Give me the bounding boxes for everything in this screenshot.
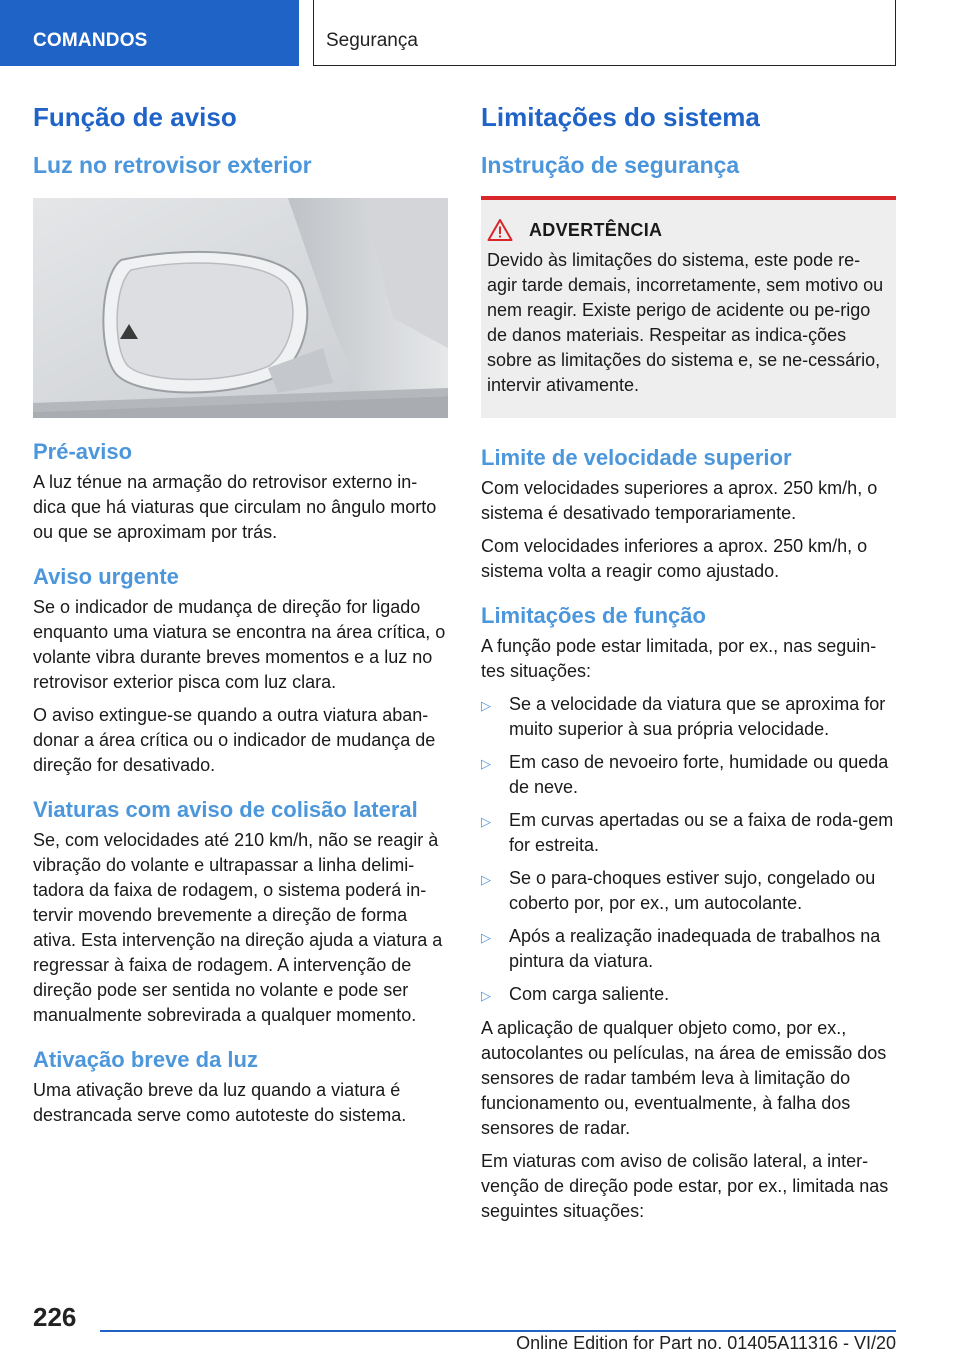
chapter-title: Segurança — [313, 0, 896, 66]
edition-note: Online Edition for Part no. 01405A11316 - VI/20 — [516, 1333, 896, 1353]
triangle-bullet-icon: ▷ — [481, 988, 491, 1003]
mirror-warning-light-illustration — [33, 198, 448, 418]
aviso-urgente-text-2: O aviso extingue-se quando a outra viatura aban-donar a área crítica ou o indicador de mudança de direção for desativado. — [33, 705, 436, 775]
list-item: ▷ Após a realização inadequada de trabalhos na pintura da viatura. — [481, 924, 896, 974]
warning-title: ADVERTÊNCIA — [529, 219, 663, 240]
left-column — [33, 100, 448, 1136]
warning-triangle-icon — [487, 218, 513, 242]
warning-box — [481, 200, 896, 418]
section-title: Função de aviso — [33, 102, 237, 132]
triangle-bullet-icon: ▷ — [481, 814, 491, 829]
section-tab: COMANDOS — [0, 0, 299, 66]
footer-divider — [100, 1330, 896, 1332]
limitacoes-subtitle: Instrução de segurança — [481, 152, 740, 178]
limitacoes-funcao-intro: A função pode estar limitada, por ex., nas seguin-tes situações: — [481, 636, 877, 681]
list-item: ▷ Se a velocidade da viatura que se aproxima for muito superior à sua própria velocidade. — [481, 692, 896, 742]
mirror-illustration-svg — [33, 198, 448, 418]
limite-velocidade-heading: Limite de velocidade superior — [481, 445, 792, 470]
warning-text: Devido às limitações do sistema, este pode re-agir tarde demais, incorretamente, sem motivo ou nem reagir. Existe perigo de acidente ou pe-rigo de danos materiais. Respeitar as indica-ções sobre as limitações do sistema e, se ne-cessário, intervir ativamente. — [487, 250, 884, 395]
radar-sensors-text: A aplicação de qualquer objeto como, por ex., autocolantes ou películas, na área de emissão dos sensores de radar também leva à limitação do funcionamento ou, eventualmente, à falha dos sensores de radar. — [481, 1018, 887, 1138]
preaviso-text: A luz ténue na armação do retrovisor externo in-dica que há viaturas que circulam no ângulo morto ou que se aproximam por trás. — [33, 472, 437, 542]
colisao-lateral-text: Se, com velocidades até 210 km/h, não se reagir à vibração do volante e ultrapassar a linha delimi-tadora da faixa de rodagem, o sistema poderá in-tervir movendo brevemente a direção de forma ativa. Esta intervenção na direção ajuda a viatura a regressar à faixa de rodagem. A intervenção de direção pode ser sentida no volante e pode ser manualmente sobrevirada a qualquer momento. — [33, 830, 443, 1025]
triangle-bullet-icon: ▷ — [481, 872, 491, 887]
limitacoes-title: Limitações do sistema — [481, 102, 760, 132]
triangle-bullet-icon: ▷ — [481, 930, 491, 945]
triangle-bullet-icon: ▷ — [481, 756, 491, 771]
warning-header — [487, 218, 888, 242]
limitations-list — [481, 692, 896, 1008]
page-number: 226 — [33, 1302, 77, 1332]
aviso-urgente-heading: Aviso urgente — [33, 564, 179, 589]
ativacao-breve-text: Uma ativação breve da luz quando a viatura é destrancada serve como autoteste do sistema. — [33, 1080, 407, 1125]
steering-intervention-text: Em viaturas com aviso de colisão lateral, a inter-venção de direção pode estar, por ex., limitada nas seguintes situações: — [481, 1151, 889, 1221]
section-subtitle: Luz no retrovisor exterior — [33, 152, 312, 178]
limitacoes-funcao-heading: Limitações de função — [481, 603, 706, 628]
aviso-urgente-text-1: Se o indicador de mudança de direção for ligado enquanto uma viatura se encontra na área crítica, o volante vibra durante breves momentos e a luz no retrovisor exterior pisca com luz clara. — [33, 597, 446, 692]
right-column — [481, 100, 896, 1232]
preaviso-heading: Pré-aviso — [33, 439, 133, 464]
list-item: ▷ Em curvas apertadas ou se a faixa de roda-gem for estreita. — [481, 808, 896, 858]
list-item: ▷ Em caso de nevoeiro forte, humidade ou queda de neve. — [481, 750, 896, 800]
ativacao-breve-heading: Ativação breve da luz — [33, 1047, 258, 1072]
colisao-lateral-heading: Viaturas com aviso de colisão lateral — [33, 797, 418, 822]
list-item: ▷ Se o para-choques estiver sujo, congelado ou coberto por, por ex., um autocolante. — [481, 866, 896, 916]
list-item: ▷ Com carga saliente. — [481, 982, 896, 1008]
limite-velocidade-text-1: Com velocidades superiores a aprox. 250 km/h, o sistema é desativado temporariamente. — [481, 478, 878, 523]
limite-velocidade-text-2: Com velocidades inferiores a aprox. 250 km/h, o sistema volta a reagir como ajustado. — [481, 536, 868, 581]
triangle-bullet-icon: ▷ — [481, 698, 491, 713]
